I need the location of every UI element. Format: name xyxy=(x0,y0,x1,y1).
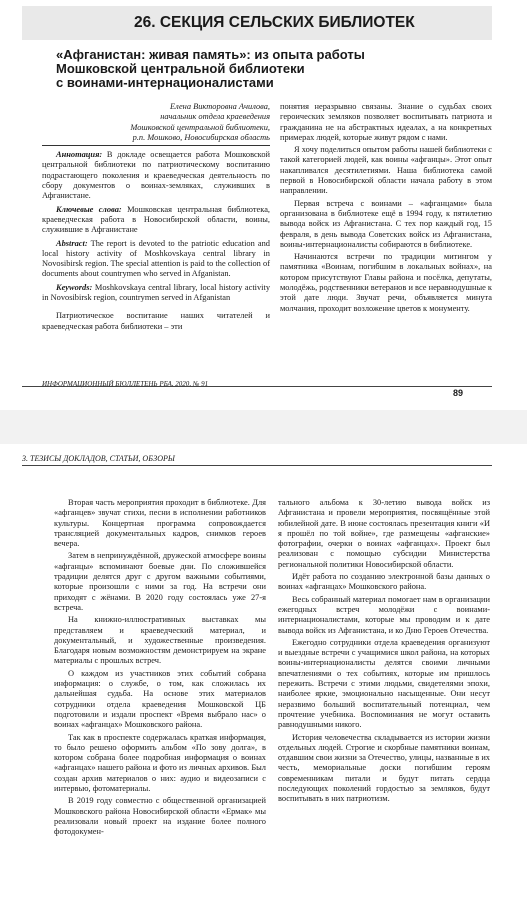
author-position: начальник отдела краеведения xyxy=(160,112,270,122)
left-column xyxy=(42,102,270,334)
annotation-text: В докладе освещается работа Мошковской центральной библиотеки по патриотическому воспитанию подрастающего поколения и краеведческая деятельность по сбору документов о воинах-земляках, служивших в Афганистане. xyxy=(42,150,270,201)
author-organization: Мошковской центральной библиотеки, xyxy=(130,122,270,132)
body-paragraph: Первая встреча с воинами – «афганцами» была организована в библиотеке ещё в 1994 году, к пятилетию вывода войск из Афганистана. С тех пор каждый год, 15 февраля, в день вывода Советских войск из Афганистана, воины-интернационалисты собираются в библиотеке. xyxy=(280,198,492,249)
running-header: 3. ТЕЗИСЫ ДОКЛАДОВ, СТАТЬИ, ОБЗОРЫ xyxy=(22,454,492,466)
section-title: 26. СЕКЦИЯ СЕЛЬСКИХ БИБЛИОТЕК xyxy=(22,6,492,40)
author-name: Елена Викторовна Ачилова, xyxy=(169,102,270,111)
article-title-line: с воинами-интернационалистами xyxy=(56,75,274,90)
body-paragraph: Весь собранный материал помогает нам в организации ежегодных встреч молодёжи с воинами-интернационалистами, которые мы проводим и к дате вывода войск из Афганистана, и ко Дню Героев Отечества. xyxy=(278,594,490,635)
keywords-label: Ключевые слова: xyxy=(56,204,122,214)
abstract-label: Abstract: xyxy=(56,238,88,248)
keywords-en-label: Keywords: xyxy=(56,282,93,292)
body-paragraph: Ежегодно сотрудники отдела краеведения организуют и выездные встречи с учащимися школ района, на которых воины-интернационалисты делятся своими личными впечатлениями о тех событиях, которые им пришлось пережить. Встречи с этими людьми, свидетелями эпохи, наиболее яркие, эмоционально насыщенные. Они несут неразвимо больший воспитательный потенциал, чем прочтение учебника. Воспоминания не могут оставить равнодушными никого. xyxy=(278,637,490,730)
body-paragraph: История человечества складывается из истории жизни отдельных людей. Строгие и скорбные памятники воинам, отдавшим свои жизни за Отечество, улицы, названные в их честь, мемориальные доски погибшим героям современникам питали и будут питать сердца последующих поколений гордостью за земляков, будут воспитывать в них патриотизм. xyxy=(278,732,490,804)
body-paragraph: Начинаются встречи по традиции митингом у памятника «Воинам, погибшим в локальных войнах», на котором присутствуют Главы района и посёлка, депутаты, молодёжь, родственники ветеранов и все неравнодушные к этой дате люди. Звучат речи, объявляется минута молчания, проходит возложение цветов к монументу. xyxy=(280,252,492,313)
divider xyxy=(42,145,270,146)
page-gap xyxy=(0,410,527,444)
body-paragraph: Патриотическое воспитание наших читателей и краеведческая работа библиотеки – эти xyxy=(42,311,270,331)
right-column xyxy=(278,498,490,807)
annotation-label: Аннотация: xyxy=(56,150,103,160)
keywords-en xyxy=(42,283,270,304)
article-title-line: «Афганистан: живая память»: из опыта работы xyxy=(56,47,365,62)
body-paragraph: О каждом из участников этих событий собрана информация: о службе, о том, как сложилась их дальнейшая судьба. На основе этих материалов сотрудники отдела краеведения Мошковской ЦБ подготовили и издали проспект «Время выбрало нас» о воинах «афганцах» Мошковского района. xyxy=(54,668,266,730)
page-89 xyxy=(22,0,507,405)
body-paragraph: Идёт работа по созданию электронной базы данных о воинах «афганцах» Мошковского района. xyxy=(278,572,490,592)
body-paragraph: понятия неразрывно связаны. Знание о судьбах своих героических земляков позволяет воспитывать патриота и гражданина не на абстрактных идеалах, а на конкретных примерах людей, которые живут рядом с нами. xyxy=(280,102,492,142)
keywords-en-text: Moshkovskaya central library, local history activity in Novosibirsk region, countrymen served in Afganistan xyxy=(42,282,271,303)
body-paragraph: В 2019 году совместно с общественной организацией Мошковского района Новосибирской области «Ермак» мы реализовали новый проект на издание более полного фотодокумен- xyxy=(54,796,266,837)
author-location: р.п. Мошково, Новосибирская область xyxy=(132,132,270,142)
body-paragraph: Вторая часть мероприятия проходит в библиотеке. Для «афганцев» звучат стихи, песни в исполнении работников культуры. Концертная программа сопровождается трансляцией документальных кадров, снимков героев вечера. xyxy=(54,498,266,549)
abstract-text: The report is devoted to the patriotic education and local history activity of Moshkovskaya central library in Novosibirsk region. The special attention is paid to the collection of documents about countrymen who served in Afganistan. xyxy=(42,238,270,279)
article-title xyxy=(56,48,476,90)
abstract xyxy=(42,239,270,280)
footer-journal: ИНФОРМАЦИОННЫЙ БЮЛЛЕТЕНЬ РБА, 2020, № 91 xyxy=(42,380,209,388)
footer-rule xyxy=(22,386,492,387)
author-block xyxy=(42,102,270,143)
keywords xyxy=(42,205,270,236)
left-column xyxy=(54,498,266,840)
right-column xyxy=(280,102,492,316)
body-paragraph: Я хочу поделиться опытом работы нашей библиотеки с такой категорией людей, как воины «афганцы». Этот опыт накапливался десятилетиями. Наша библиотека самой первой в Новосибирской области начала работу в этом направлении. xyxy=(280,145,492,196)
body-paragraph: На книжно-иллюстративных выставках мы представляем и краеведческий материал, и документальный, и художественные произведения. Благодаря новым возможностям демонстрируем на экране материалы с прошлых встреч. xyxy=(54,615,266,666)
page-number: 89 xyxy=(453,388,464,398)
annotation xyxy=(42,150,270,201)
body-paragraph: Так как в проспекте содержалась краткая информация, то было решено оформить альбом «По зову долга», в котором собрана более подробная информация о воинах «афганцах» нашего района и фото из личных архивов. Был создан архив материалов о них: аудио и видеозаписи с интервью, фотоматериалы. xyxy=(54,732,266,794)
body-paragraph: Затем в непринуждённой, дружеской атмосфере воины «афганцы» вспоминают боевые дни. По сложившейся традиции делятся друг с другом важными событиями, которые произошли с ними за год. На встречи они приходят с жёнами. В 2020 году состоялась уже 27-я встреча. xyxy=(54,551,266,612)
body-paragraph: тального альбома к 30-летию вывода войск из Афганистана и провели мероприятия, посвящённые этой юбилейной дате. В июне состоялась презентация книги «И я прошёл по той войне», где размещены «афганские» фотографии, очерки о воинах «афганцах». Проект был реализован с помощью субсидии Министерства региональной политики Новосибирской области. xyxy=(278,498,490,569)
keywords-text: Мошковская центральная библиотека, краеведческая работа в Новосибирской области, воины, служившие в Афганистане xyxy=(42,204,271,235)
page-90 xyxy=(22,446,507,901)
article-title-line: Мошковской центральной библиотеки xyxy=(56,61,305,76)
